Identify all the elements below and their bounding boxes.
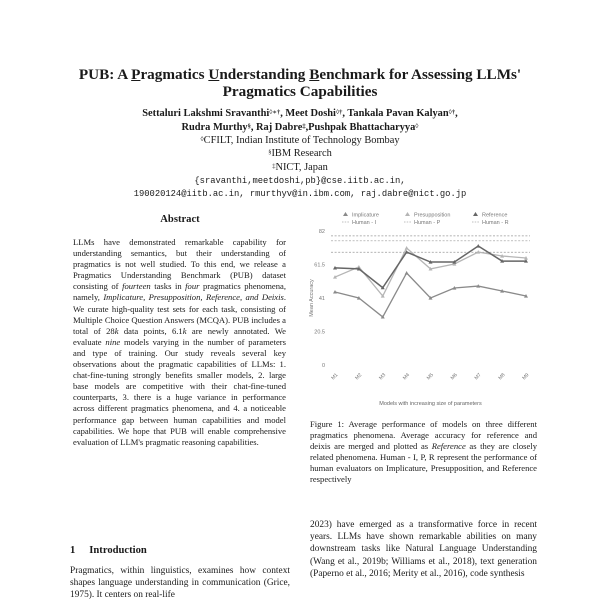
abstract-emphasis: Implicature, Presupposition, Reference, and Deixis [103,292,284,303]
affiliation-mark: ‡ [272,162,276,170]
legend-label: Human - P [414,220,441,226]
y-tick-label: 20.5 [314,329,325,336]
section-heading-introduction [70,545,147,556]
caption-text: Figure 1: Average performance of models on three different pragmatics phenomena. Average accuracy for reference and deixis are merged and plotted as [310,419,537,452]
author-mark: ◊† [448,109,456,116]
email-line: {sravanthi,meetdoshi,pb}@cse.iitb.ac.in, [194,176,406,186]
abstract-emphasis: four [185,281,200,292]
x-tick-label: M7 [473,372,483,382]
title-underlined-letter: B [309,66,320,83]
caption-text: as they are closely related phenomena. Human - I, P, R represent the performance of human evaluators on Implicature, Presupposition, and Reference respectively [310,441,537,485]
series-line [335,273,526,317]
x-tick-label: M3 [378,372,388,382]
legend-label: Reference [482,212,508,219]
section-title: Introduction [89,545,147,556]
author-line-2 [60,121,540,135]
title-underlined-letter: P [131,66,141,83]
author-mark: ◊ [415,122,419,130]
legend-label: Human - I [352,220,377,226]
y-tick-label: 82 [318,229,325,235]
data-point-marker-icon [405,271,409,275]
figure-1-chart [305,205,545,415]
legend-label: Implicature [352,212,379,219]
author-name: Rudra Murthy [181,121,248,133]
y-tick-label: 61.5 [314,262,325,269]
section-number: 1 [70,545,76,556]
author-mark: ◊∗† [269,109,281,116]
x-tick-label: M4 [401,372,412,382]
right-column-text: 2023) have emerged as a transformative force in recent years. LLMs have shown remarkable abilities on many downstream tasks like Natural Language Understanding (Wang et al., 2019b; Williams et al., 2018), text generation (Paperno et al., 2016; Merity et al., 2016), code synthesis [310,520,537,579]
legend-label: Human - R [482,220,509,226]
caption-emphasis: Reference [431,441,466,452]
abstract-emphasis: nine [105,336,121,347]
legend-label: Presupposition [414,212,451,219]
data-point-marker-icon [405,246,409,250]
abstract-text: pragmatics phenomena, namely, [73,281,286,303]
title-text: PUB: A [78,66,132,83]
legend-marker-icon [343,212,348,216]
legend-marker-icon [473,212,478,216]
affiliations [60,134,540,174]
abstract-heading: Abstract [160,214,200,225]
figure-caption [310,419,537,486]
data-point-marker-icon [476,244,480,248]
abstract-text: tasks in [150,281,186,292]
y-axis-label: Mean Accuracy [309,279,315,317]
title-text: nderstanding [219,66,310,83]
author-mark: ‡ [302,122,306,130]
affiliation-name: NICT, Japan [275,161,328,173]
x-tick-label: M1 [330,372,340,382]
y-tick-label: 0 [321,363,325,369]
title-underlined-letter: U [208,66,220,83]
author-mark: ◊† [335,109,343,116]
author-name: ,Pushpak Bhattacharyya [305,121,416,133]
x-axis-label: Models with increasing size of parameters [379,401,482,407]
y-tick-label: 41 [318,296,325,302]
x-tick-label: M9 [521,372,531,382]
x-tick-label: M5 [425,372,435,382]
abstract-emphasis: k [114,325,119,336]
author-name: , Raj Dabre [250,121,303,133]
title-text: enchmark for Assessing LLMs' [319,66,522,83]
author-name: , Meet Doshi [280,108,336,119]
author-list [60,107,540,134]
affiliation-name: CFILT, Indian Institute of Technology Bombay [203,135,400,146]
affiliation-mark: ◊ [200,136,204,143]
title-text: Pragmatics Capabilities [222,83,378,100]
title-text: ragmatics [140,66,209,83]
legend-marker-icon [405,212,410,216]
affiliation-name: IBM Research [271,148,332,160]
abstract-text: . We curate high-quality test sets for each task, consisting of Multiple Choice Question Answers (MCQA). PUB includes a total of 28 [73,292,286,336]
email-list [60,175,540,202]
affiliation-mark: § [268,149,272,157]
x-tick-label: M6 [449,372,459,382]
abstract-body [73,237,286,448]
abstract-text: LLMs have demonstrated remarkable capability for understanding semantics, but their understanding of pragmatics is not well studied. To this end, we release a Pragmatics Understanding Benchmark (PUB) dataset consisting of [73,237,286,292]
affiliation [60,134,540,147]
abstract-text: data points, 6.1 [118,325,183,336]
author-line-1 [60,107,540,121]
paper-title [60,66,540,100]
author-name: Settaluri Lakshmi Sravanthi [142,108,270,119]
introduction-text: Pragmatics, within linguistics, examines how context shapes language understanding in communication (Grice, 1975). It centers on real-life [70,566,290,601]
line-chart [305,205,545,415]
author-name: , Tankala Pavan Kalyan [342,108,449,119]
abstract-text: models varying in the number of parameters and type of training. Our study reveals several key observations about the pragmatic capabilities of LLMs: 1. chat-fine-tuning strongly benefits smaller models, 2. large base models are competitive with their chat-fine-tuned counterparts, 3. there is a huge variance in performance across different pragmatics phenomena, and 4. a noticeable performance gap between human capabilities and model capabilities. We hope that PUB will enable comprehensive evaluation of LLM's pragmatic reasoning capabilities. [73,336,286,447]
affiliation [60,161,540,174]
x-tick-label: M8 [497,372,507,382]
abstract-emphasis: k [182,325,187,336]
abstract-text: are newly annotated. We evaluate [73,325,286,347]
abstract-emphasis: fourteen [122,281,151,292]
email-line: 190020124@iitb.ac.in, rmurthyv@in.ibm.com, raj.dabre@nict.go.jp [133,189,467,200]
x-tick-label: M2 [354,372,364,382]
author-separator: , [455,108,458,119]
author-mark: § [247,122,251,130]
affiliation [60,147,540,160]
